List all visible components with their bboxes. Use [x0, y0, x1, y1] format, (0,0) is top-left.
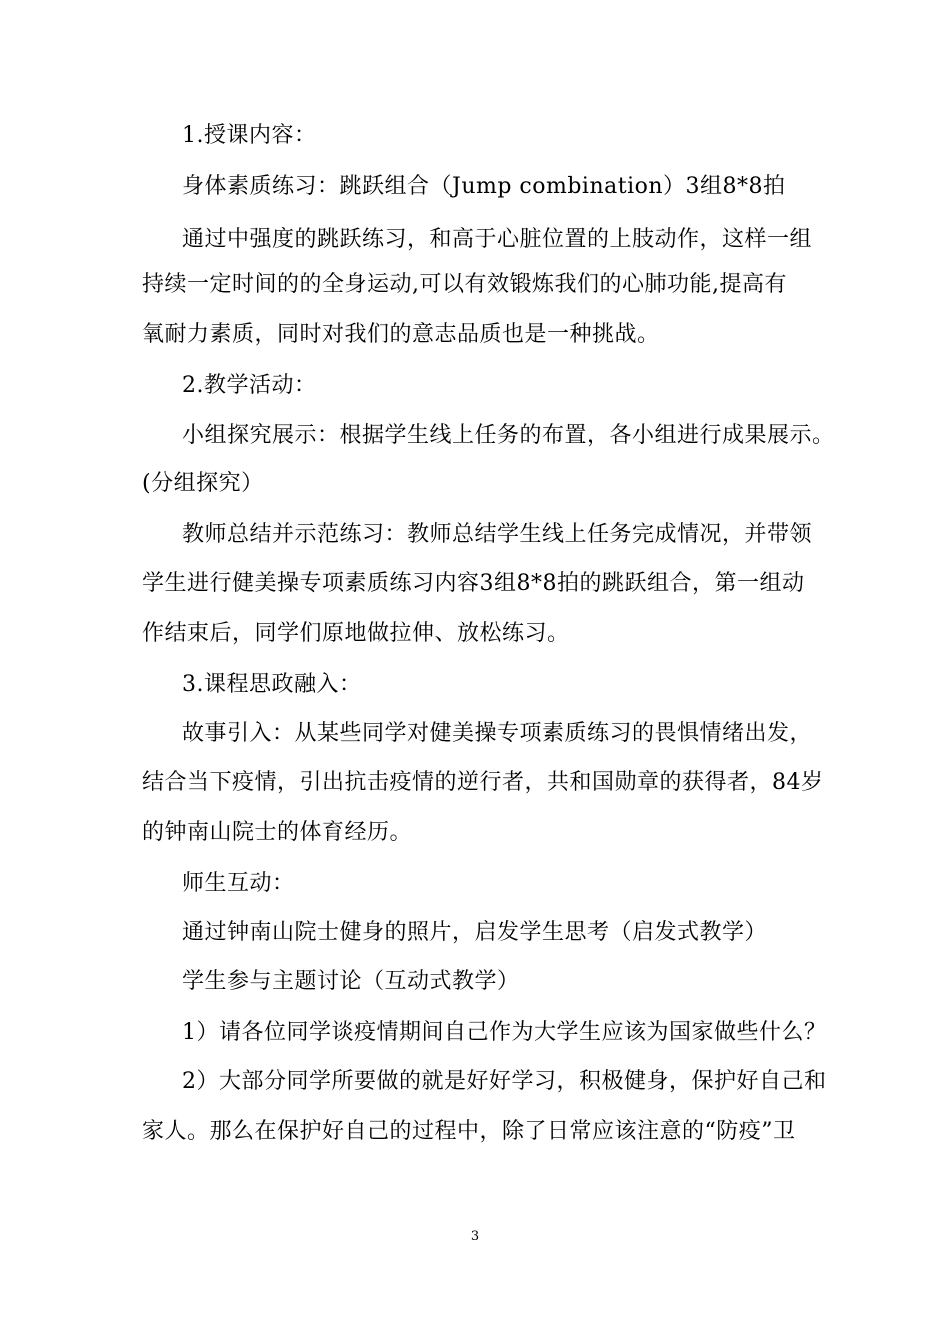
section-heading-teaching-activity: 2.教学活动：	[182, 373, 317, 398]
paragraph-line: 持续一定时间的的全身运动,可以有效锻炼我们的心肺功能,提高有	[142, 272, 787, 297]
paragraph-line: 1）请各位同学谈疫情期间自己作为大学生应该为国家做些什么？	[182, 1020, 827, 1045]
page-number: 3	[470, 1229, 480, 1244]
section-heading-course-content: 1.授课内容：	[182, 123, 317, 148]
paragraph-line: 2）大部分同学所要做的就是好好学习，积极健身，保护好自己和	[182, 1069, 827, 1094]
paragraph-line: 通过中强度的跳跃练习，和高于心脏位置的上肢动作，这样一组	[182, 227, 813, 252]
paragraph-line: 学生进行健美操专项素质练习内容3组8*8拍的跳跃组合，第一组动	[142, 571, 805, 596]
paragraph-line: 师生互动：	[182, 871, 295, 896]
paragraph-line: 身体素质练习：跳跃组合（Jump combination）3组8*8拍	[182, 174, 786, 199]
paragraph-line: 故事引入：从某些同学对健美操专项素质练习的畏惧情绪出发，	[182, 721, 813, 746]
paragraph-line: 家人。那么在保护好自己的过程中，除了日常应该注意的“防疫”卫	[142, 1119, 796, 1144]
paragraph-line: (分组探究）	[142, 471, 264, 496]
paragraph-line: 教师总结并示范练习：教师总结学生线上任务完成情况，并带领	[182, 522, 813, 547]
paragraph-line: 学生参与主题讨论（互动式教学）	[182, 969, 520, 994]
paragraph-line: 氧耐力素质，同时对我们的意志品质也是一种挑战。	[142, 322, 660, 347]
section-heading-ideological: 3.课程思政融入：	[182, 672, 362, 697]
paragraph-line: 作结束后，同学们原地做拉伸、放松练习。	[142, 621, 570, 646]
paragraph-line: 的钟南山院士的体育经历。	[142, 820, 413, 845]
paragraph-line: 通过钟南山院士健身的照片，启发学生思考（启发式教学）	[182, 920, 768, 945]
paragraph-line: 结合当下疫情，引出抗击疫情的逆行者，共和国勋章的获得者，84岁	[142, 770, 824, 795]
paragraph-line: 小组探究展示：根据学生线上任务的布置，各小组进行成果展示。	[182, 423, 835, 448]
